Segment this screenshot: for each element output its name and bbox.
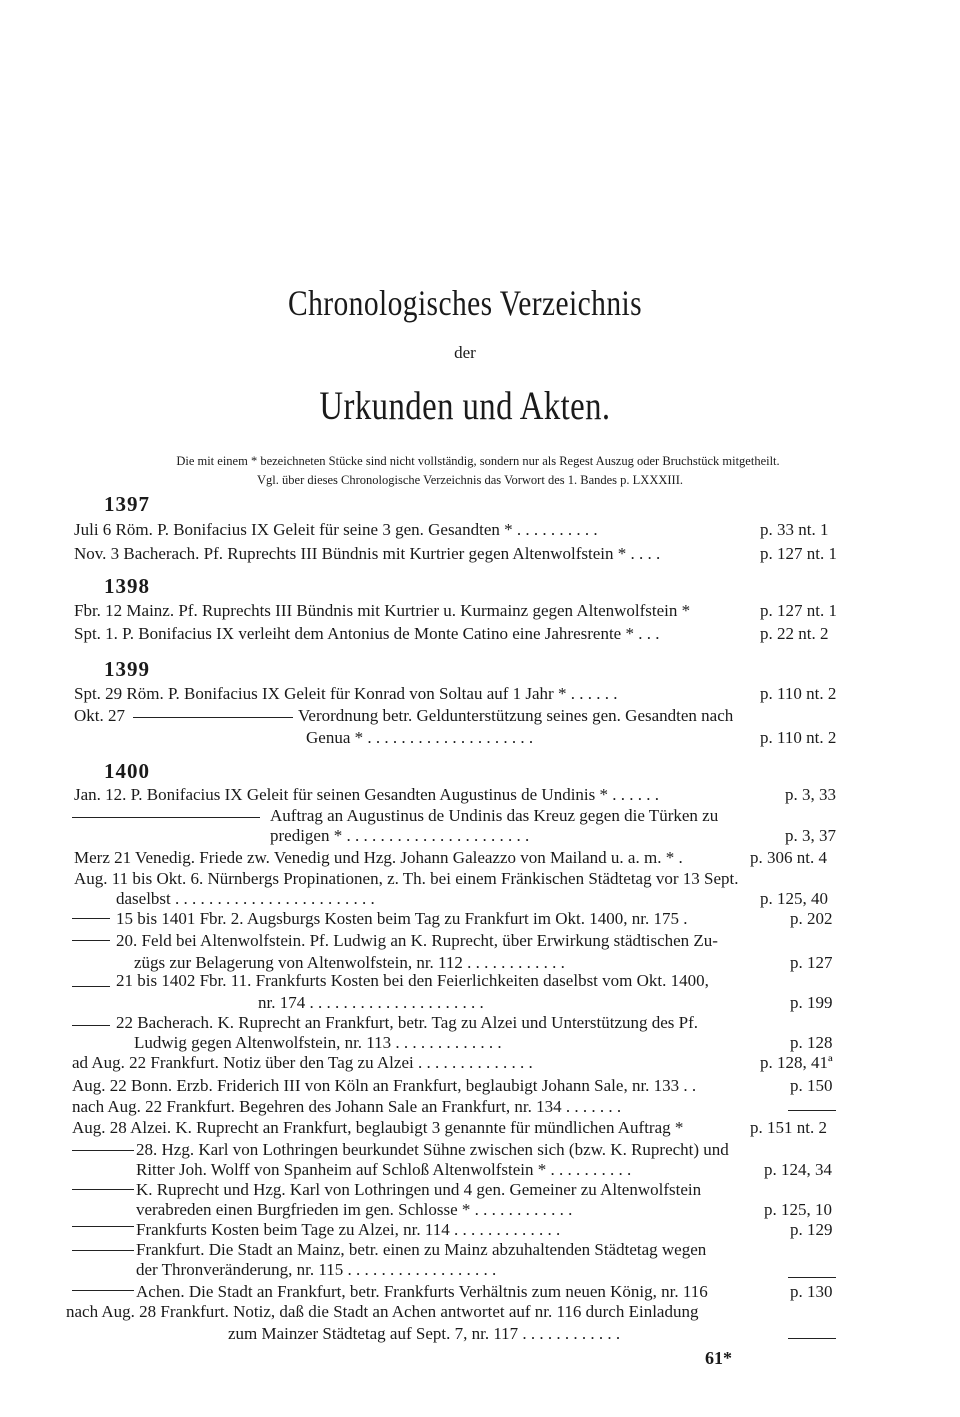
entry-text: predigen * . . . . . . . . . . . . . . . . . . . . . . — [270, 826, 530, 845]
entry-text: zum Mainzer Städtetag auf Sept. 7, nr. 117 . . . . . . . . . . . . — [228, 1324, 621, 1343]
entry-text: Aug. 28 Alzei. K. Ruprecht an Frankfurt, beglaubigt 3 genannte für mündlichen Auftrag * — [72, 1118, 684, 1137]
year-heading-1399: 1399 — [104, 657, 150, 681]
entry-text: zügs zur Belagerung von Altenwolfstein, nr. 112 . . . . . . . . . . . . — [134, 953, 565, 972]
entry-page-ref: p. 110 nt. 2 — [760, 684, 837, 703]
year-heading-1400: 1400 — [104, 759, 150, 783]
ditto-rule — [788, 1110, 836, 1111]
entry-text: 21 bis 1402 Fbr. 11. Frankfurts Kosten bei den Feierlichkeiten daselbst vom Okt. 1400, — [116, 971, 709, 990]
entry-text: nach Aug. 28 Frankfurt. Notiz, daß die Stadt an Achen antwortet auf nr. 116 durch Einladung — [66, 1302, 699, 1321]
ditto-rule — [72, 940, 110, 941]
entry-page-ref: p. 306 nt. 4 — [750, 848, 827, 867]
entry-text: Nov. 3 Bacherach. Pf. Ruprechts III Bündnis mit Kurtrier gegen Altenwolfstein * . . . . — [74, 544, 661, 563]
editorial-note-line-2: Vgl. über dieses Chronologische Verzeichnis das Vorwort des 1. Bandes p. LXXXIII. — [257, 473, 683, 487]
title-connector: der — [454, 343, 476, 362]
ditto-rule — [72, 918, 110, 919]
entry-page-ref: p. 127 — [790, 953, 833, 972]
year-heading-1397: 1397 — [104, 492, 150, 516]
entry-page-ref: p. 33 nt. 1 — [760, 520, 829, 539]
entry-page-ref: p. 130 — [790, 1282, 833, 1301]
page-subtitle: Urkunden und Akten. — [319, 383, 611, 428]
entry-text: Ludwig gegen Altenwolfstein, nr. 113 . . . . . . . . . . . . . — [134, 1033, 502, 1052]
year-heading-1398: 1398 — [104, 574, 150, 598]
ditto-rule — [72, 1250, 134, 1251]
entry-text: Merz 21 Venedig. Friede zw. Venedig und Hzg. Johann Galeazzo von Mailand u. a. m. * . — [74, 848, 683, 867]
ditto-rule — [72, 1025, 110, 1026]
entry-text: der Thronveränderung, nr. 115 . . . . . . . . . . . . . . . . . . — [136, 1260, 497, 1279]
entry-text: K. Ruprecht und Hzg. Karl von Lothringen und 4 gen. Gemeiner zu Altenwolfstein — [136, 1180, 702, 1199]
entry-text: 15 bis 1401 Fbr. 2. Augsburgs Kosten beim Tag zu Frankfurt im Okt. 1400, nr. 175 . — [116, 909, 688, 928]
page-number: 61* — [705, 1348, 732, 1368]
ditto-rule — [72, 1290, 134, 1291]
entry-page-ref: p. 202 — [790, 909, 833, 928]
entry-page-ref: p. 150 — [790, 1076, 833, 1095]
entry-page-ref: p. 3, 37 — [785, 826, 836, 845]
entry-page-ref: p. 110 nt. 2 — [760, 728, 837, 747]
entry-text: Spt. 1. P. Bonifacius IX verleiht dem Antonius de Monte Catino eine Jahresrente * . . . — [74, 624, 660, 643]
entry-page-ref: p. 199 — [790, 993, 833, 1012]
entry-text: verabreden einen Burgfrieden im gen. Schlosse * . . . . . . . . . . . . — [136, 1200, 573, 1219]
ditto-rule — [788, 1277, 836, 1278]
entry-page-ref: p. 128 — [790, 1033, 833, 1052]
entry-text: nr. 174 . . . . . . . . . . . . . . . . . . . . . — [258, 993, 484, 1012]
entry-page-ref: p. 22 nt. 2 — [760, 624, 829, 643]
entry-text: 28. Hzg. Karl von Lothringen beurkundet Sühne zwischen sich (bzw. K. Ruprecht) und — [136, 1140, 729, 1159]
entry-text: nach Aug. 22 Frankfurt. Begehren des Johann Sale an Frankfurt, nr. 134 . . . . . . . — [72, 1097, 622, 1116]
entry-text: Frankfurts Kosten beim Tage zu Alzei, nr. 114 . . . . . . . . . . . . . — [136, 1220, 561, 1239]
ditto-rule — [72, 1226, 134, 1227]
entry-page-ref: p. 3, 33 — [785, 785, 836, 804]
entry-text: Jan. 12. P. Bonifacius IX Geleit für seinen Gesandten Augustinus de Undinis * . . . . . . — [74, 785, 660, 804]
ditto-rule — [133, 717, 293, 718]
ditto-rule — [72, 1189, 134, 1190]
entry-page-ref: p. 127 nt. 1 — [760, 544, 837, 563]
ditto-rule — [788, 1338, 836, 1339]
entry-text: Juli 6 Röm. P. Bonifacius IX Geleit für seine 3 gen. Gesandten * . . . . . . . . . . — [74, 520, 598, 539]
entry-text: Spt. 29 Röm. P. Bonifacius IX Geleit für Konrad von Soltau auf 1 Jahr * . . . . . . — [74, 684, 618, 703]
ditto-rule — [72, 986, 110, 987]
entry-text: ad Aug. 22 Frankfurt. Notiz über den Tag zu Alzei . . . . . . . . . . . . . . — [72, 1053, 533, 1072]
entry-page-ref: p. 125, 40 — [760, 889, 828, 908]
entry-text: Aug. 22 Bonn. Erzb. Friderich III von Köln an Frankfurt, beglaubigt Johann Sale, nr. 133 . . — [72, 1076, 697, 1095]
ditto-rule — [72, 817, 260, 818]
entry-text: 22 Bacherach. K. Ruprecht an Frankfurt, betr. Tag zu Alzei und Unterstützung des Pf. — [116, 1013, 699, 1032]
entry-text: Genua * . . . . . . . . . . . . . . . . . . . . — [306, 728, 534, 747]
entry-text: Verordnung betr. Geldunterstützung seines gen. Gesandten nach — [298, 706, 734, 725]
entry-text: Frankfurt. Die Stadt an Mainz, betr. einen zu Mainz abzuhaltenden Städtetag wegen — [136, 1240, 707, 1259]
entry-text: daselbst . . . . . . . . . . . . . . . . . . . . . . . . — [116, 889, 375, 908]
entry-text: Aug. 11 bis Okt. 6. Nürnbergs Propinationen, z. Th. bei einem Fränkischen Städtetag vor 13 Sept. — [74, 869, 739, 888]
entry-text: Achen. Die Stadt an Frankfurt, betr. Frankfurts Verhältnis zum neuen König, nr. 116 — [136, 1282, 708, 1301]
entry-page-ref: p. 129 — [790, 1220, 833, 1239]
entry-text: Auftrag an Augustinus de Undinis das Kreuz gegen die Türken zu — [270, 806, 719, 825]
entry-text: Fbr. 12 Mainz. Pf. Ruprechts III Bündnis mit Kurtrier u. Kurmainz gegen Altenwolfstein * — [74, 601, 691, 620]
entry-text: Okt. 27 — [74, 706, 125, 725]
entry-page-ref: p. 124, 34 — [764, 1160, 832, 1179]
entry-page-ref: p. 128, 41ª — [760, 1053, 833, 1072]
ditto-rule — [72, 1150, 134, 1151]
entry-text: 20. Feld bei Altenwolfstein. Pf. Ludwig an K. Ruprecht, über Erwirkung städtischen Zu- — [116, 931, 718, 950]
page-title: Chronologisches Verzeichnis — [287, 283, 643, 323]
entry-page-ref: p. 151 nt. 2 — [750, 1118, 827, 1137]
editorial-note-line-1: Die mit einem * bezeichneten Stücke sind nicht vollständig, sondern nur als Regest Auszug oder Bruchstück mitgetheilt. — [176, 454, 780, 468]
entry-page-ref: p. 125, 10 — [764, 1200, 832, 1219]
entry-page-ref: p. 127 nt. 1 — [760, 601, 837, 620]
entry-text: Ritter Joh. Wolff von Spanheim auf Schloß Altenwolfstein * . . . . . . . . . . — [136, 1160, 632, 1179]
